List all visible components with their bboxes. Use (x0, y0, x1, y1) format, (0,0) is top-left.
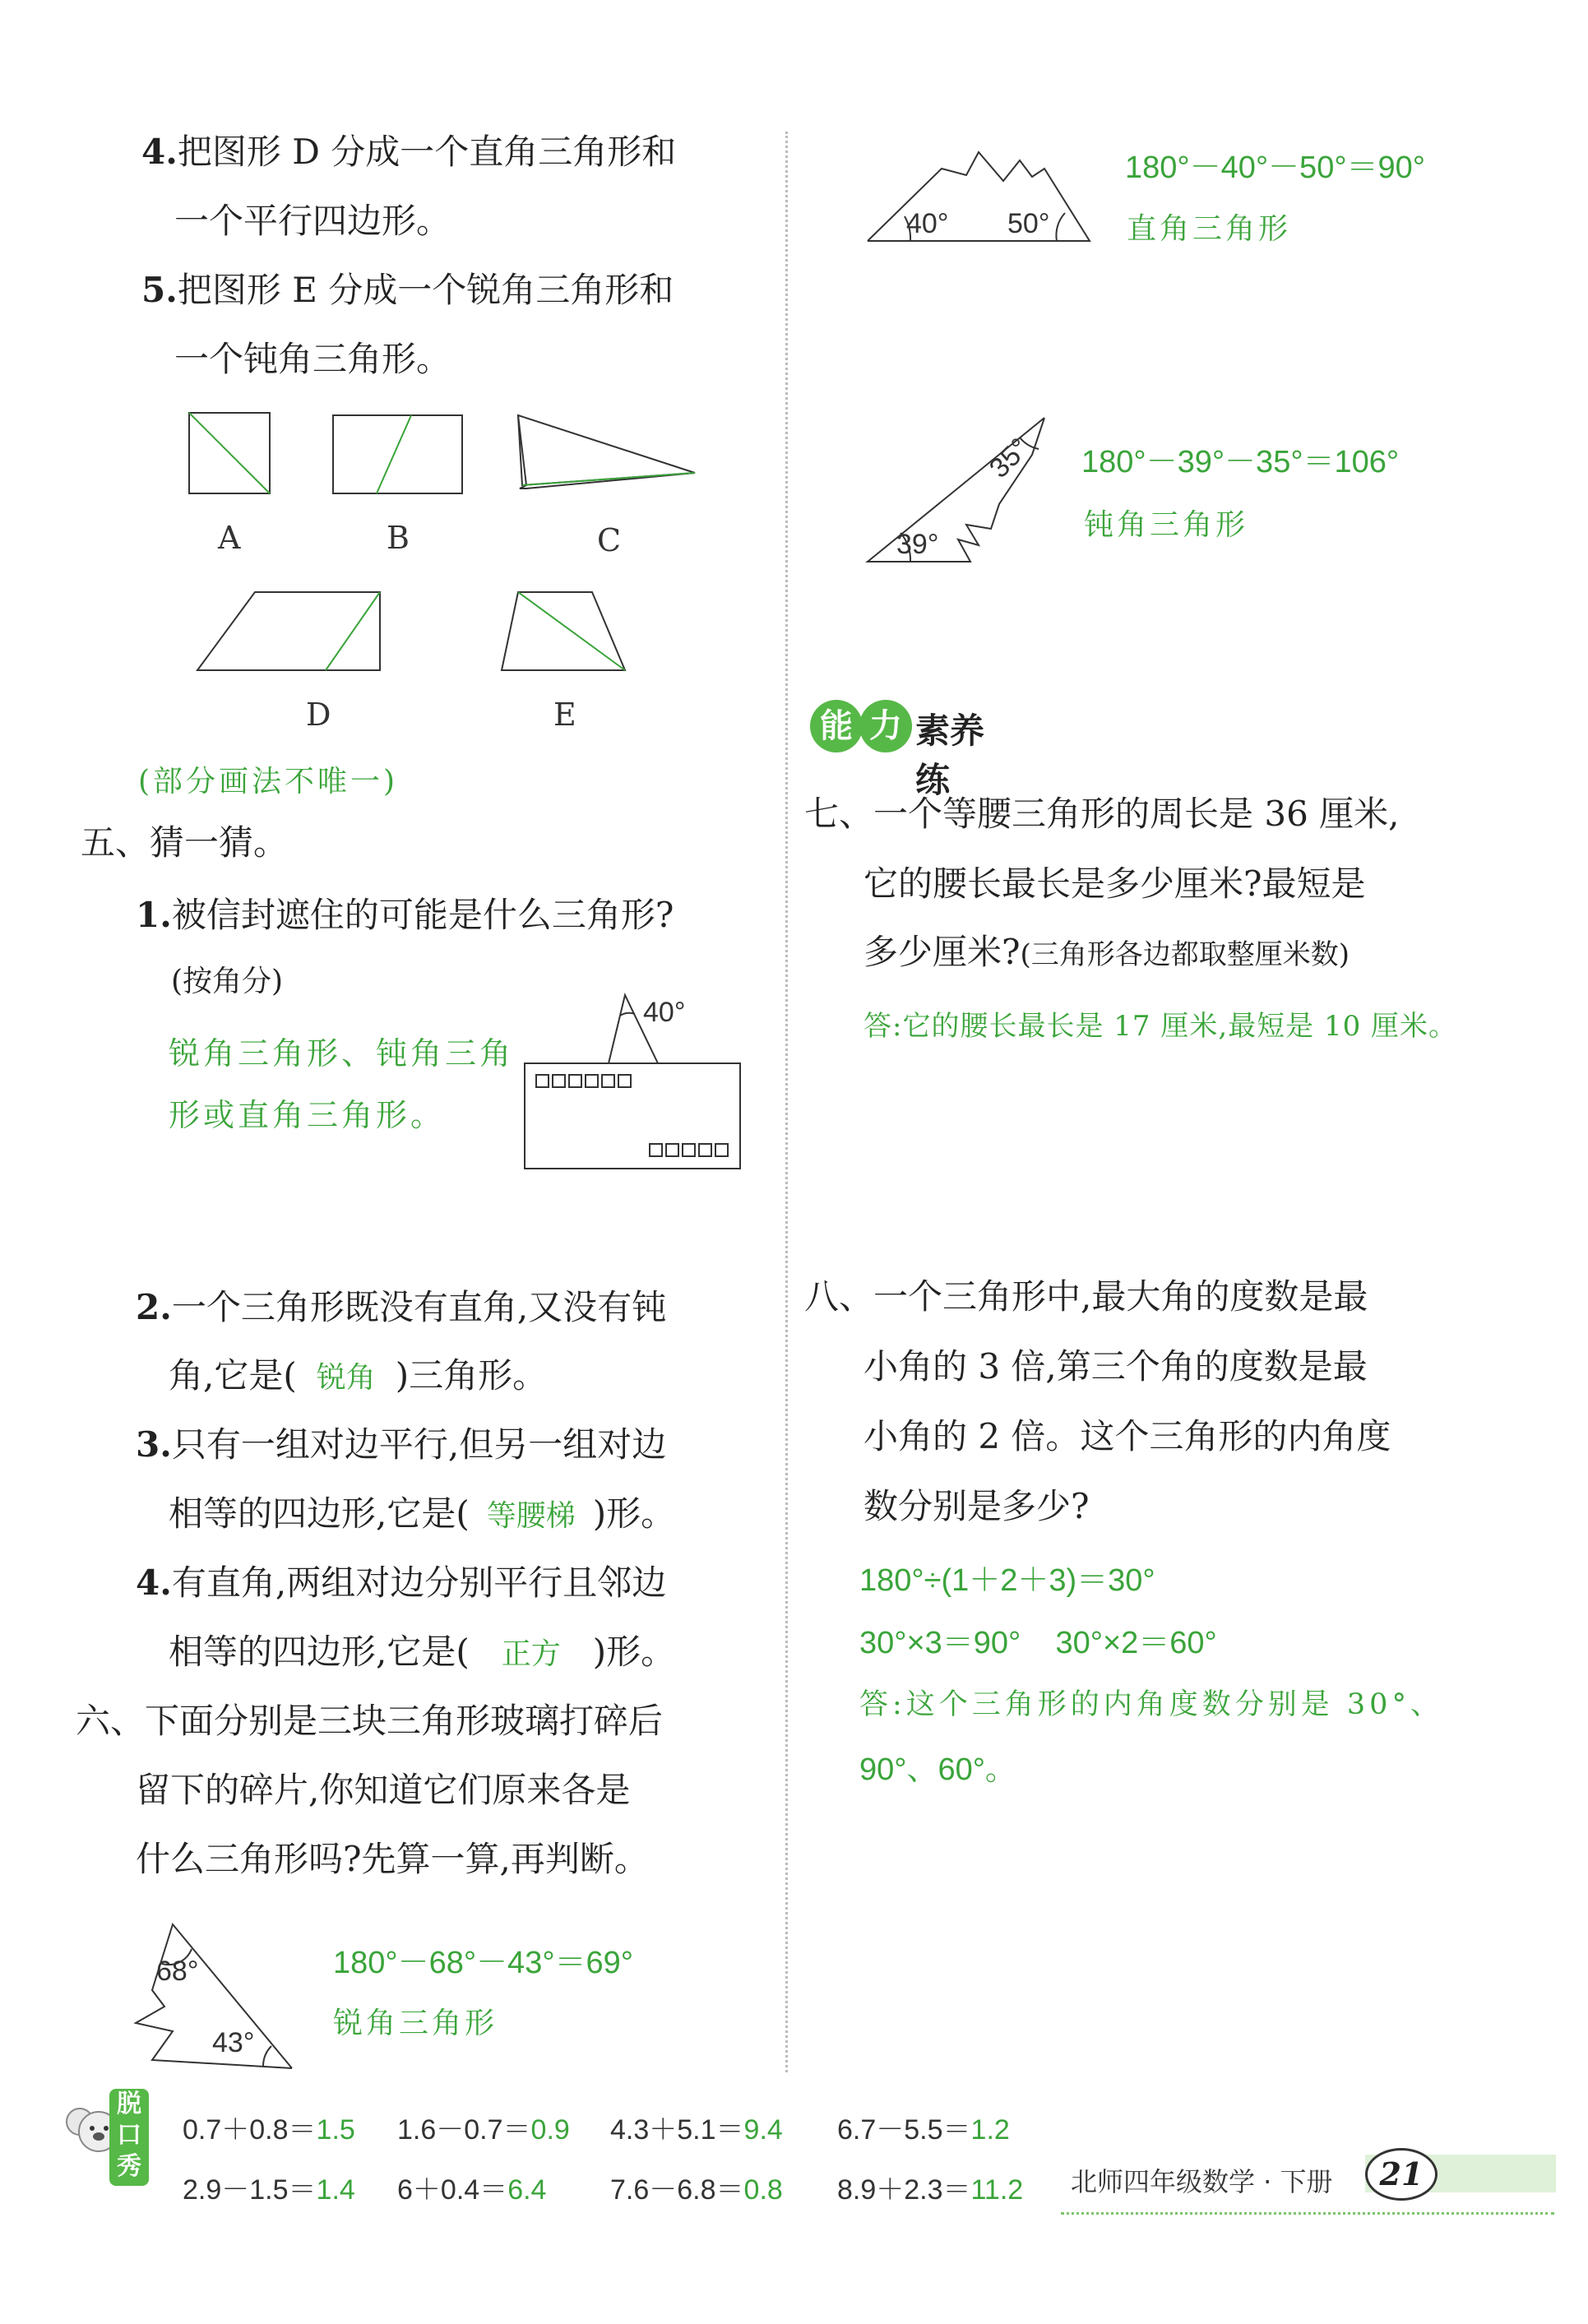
figure-c-cut (522, 473, 695, 485)
section6-line1: 六、下面分别是三块三角形玻璃打碎后 (76, 1701, 664, 1741)
badge-text: 素养练 (915, 711, 985, 800)
envelope-rect (525, 1063, 740, 1169)
section6-line2: 留下的碎片,你知道它们原来各是 (136, 1770, 631, 1810)
fragment-b-figure (859, 144, 1098, 251)
fragment-a-calc: 180°－68°－43°＝69° (333, 1946, 633, 1980)
column-divider (785, 132, 788, 2072)
s5q4-line2: 相等的四边形,它是( 正方 )形。 (169, 1632, 676, 1672)
fragment-b-angle1: 40° (906, 208, 949, 239)
drawing-note: (部分画法不唯一) (138, 765, 399, 799)
arith-r1-c3: 4.3＋5.1＝9.4 (610, 2114, 783, 2146)
arith-r2-c2: 6＋0.4＝6.4 (397, 2174, 547, 2206)
q4-line1: 4.把图形 D 分成一个直角三角形和 (141, 132, 677, 172)
s5q1-answer-line1: 锐角三角形、钝角三角 (169, 1035, 515, 1072)
fragment-c-calc: 180°－39°－35°＝106° (1081, 445, 1400, 479)
q5-line2: 一个钝角三角形。 (174, 339, 451, 379)
s5q2-line1: 2.一个三角形既没有直角,又没有钝 (136, 1287, 667, 1327)
page-number: 21 (1365, 2148, 1438, 2201)
ability-section-badge (810, 697, 1012, 800)
figure-e-trapezoid (502, 592, 625, 670)
s5q1-sub: (按角分) (171, 965, 284, 998)
fragment-c-result: 钝角三角形 (1084, 508, 1249, 542)
figure-label-d: D (306, 697, 331, 733)
s5q1-answer-line2: 形或直角三角形。 (169, 1097, 446, 1133)
s5q3-line2: 相等的四边形,它是( 等腰梯 )形。 (169, 1493, 676, 1534)
fragment-b-result: 直角三角形 (1127, 212, 1292, 246)
oral-practice-tag: 脱 口 秀 (109, 2089, 149, 2186)
q8-line2: 小角的 3 倍,第三个角的度数是最 (863, 1346, 1368, 1387)
s5q2-line2: 角,它是( 锐角 )三角形。 (169, 1355, 548, 1396)
section6-line3: 什么三角形吗?先算一算,再判断。 (136, 1839, 649, 1879)
q7-line1: 七、一个等腰三角形的周长是 36 厘米, (804, 794, 1400, 834)
fragment-b-angle2: 50° (1007, 208, 1050, 239)
q8-calc1: 180°÷(1＋2＋3)＝30° (859, 1563, 1155, 1598)
figure-label-b: B (387, 520, 410, 556)
q8-answer2: 90°、60°。 (859, 1752, 1016, 1787)
q8-calc2: 30°×3＝90° 30°×2＝60° (859, 1626, 1217, 1660)
arith-r2-c4: 8.9＋2.3＝11.2 (837, 2174, 1024, 2206)
figures-abcde (164, 403, 724, 691)
section5-title: 五、猜一猜。 (81, 822, 289, 863)
figure-c-shape (518, 415, 695, 488)
q5-line1: 5.把图形 E 分成一个锐角三角形和 (141, 270, 674, 310)
q7-line2: 它的腰长最长是多少厘米?最短是 (863, 863, 1366, 904)
fragment-a-result: 锐角三角形 (333, 2007, 498, 2040)
fragment-c-angle2: 39° (896, 529, 939, 560)
figure-d-cut (326, 592, 380, 670)
q8-line1: 八、一个三角形中,最大角的度数是最 (804, 1276, 1368, 1317)
fragment-a-angle1: 68° (156, 1956, 199, 1987)
figure-a-cut (189, 413, 270, 493)
arith-r1-c1: 0.7＋0.8＝1.5 (183, 2114, 355, 2146)
figure-b-rect (333, 415, 462, 493)
badge-char1: 能 (810, 700, 863, 752)
q7-line3: 多少厘米?(三角形各边都取整厘米数) (863, 932, 1350, 972)
arith-r2-c1: 2.9－1.5＝1.4 (183, 2174, 355, 2206)
arith-r1-c2: 1.6－0.7＝0.9 (397, 2114, 570, 2146)
figure-b-cut (377, 415, 411, 493)
badge-char2: 力 (859, 700, 912, 752)
fragment-c-figure (859, 410, 1057, 574)
fragment-a-angle2: 43° (212, 2027, 255, 2058)
q4-line2: 一个平行四边形。 (174, 201, 451, 241)
q8-line4: 数分别是多少? (863, 1486, 1090, 1526)
q8-answer1: 答:这个三角形的内角度数分别是 30°、 (859, 1688, 1443, 1721)
footer-dotted-rule (1061, 2212, 1554, 2215)
s5q4-line1: 4.有直角,两组对边分别平行且邻边 (136, 1562, 667, 1603)
fragment-b-calc: 180°－40°－50°＝90° (1125, 150, 1425, 185)
envelope-figure (518, 983, 748, 1180)
s5q3-line1: 3.只有一组对边平行,但另一组对边 (136, 1424, 667, 1465)
figure-label-e: E (553, 697, 576, 733)
envelope-angle: 40° (643, 997, 686, 1028)
arith-r2-c3: 7.6－6.8＝0.8 (610, 2174, 783, 2206)
figure-label-a: A (218, 520, 241, 556)
s5q1-question: 1.被信封遮住的可能是什么三角形? (136, 895, 674, 935)
q7-answer: 答:它的腰长最长是 17 厘米,最短是 10 厘米。 (863, 1010, 1458, 1043)
book-title: 北师四年级数学 · 下册 (1071, 2166, 1333, 2197)
figure-label-c: C (597, 522, 622, 558)
arith-r1-c4: 6.7－5.5＝1.2 (837, 2114, 1010, 2146)
q8-line3: 小角的 2 倍。这个三角形的内角度 (863, 1416, 1391, 1456)
fragment-c-angle1: 35° (983, 432, 1035, 484)
